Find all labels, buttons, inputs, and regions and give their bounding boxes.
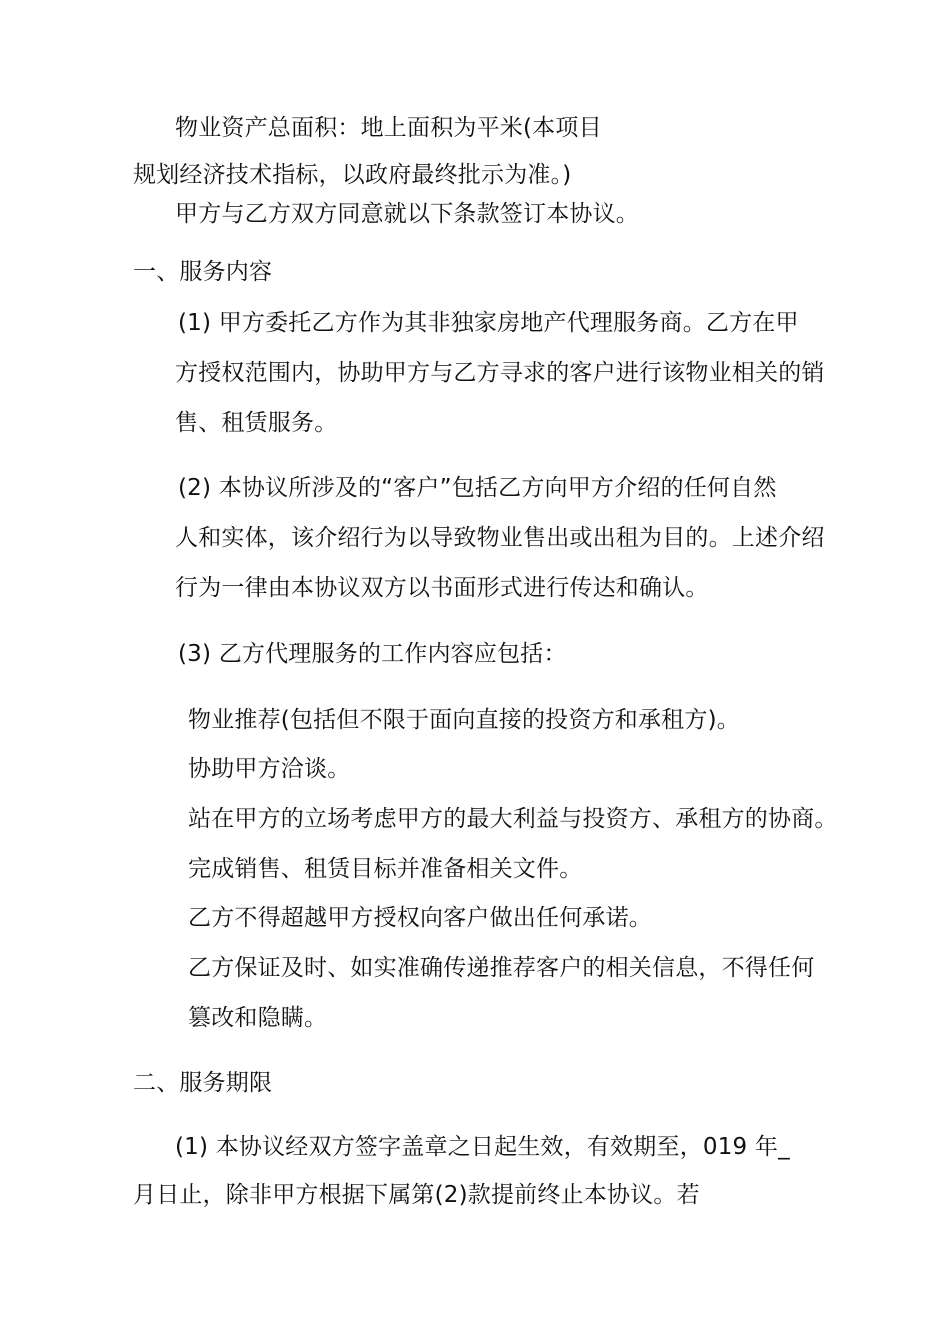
clause-1-line-2: 方授权范围内，协助甲方与乙方寻求的客户进行该物业相关的销	[175, 360, 825, 386]
term-clause-1-line-1: (1) 本协议经双方签字盖章之日起生效，有效期至，019 年_	[175, 1134, 790, 1160]
duty-item-3: 站在甲方的立场考虑甲方的最大利益与投资方、承租方的协商。	[188, 806, 838, 832]
duty-item-6-line-2: 篡改和隐瞒。	[188, 1005, 328, 1031]
intro-line-1: 物业资产总面积：地上面积为平米(本项目	[175, 115, 602, 141]
duty-item-2: 协助甲方洽谈。	[188, 756, 351, 782]
clause-3-line-1: (3) 乙方代理服务的工作内容应包括：	[178, 641, 567, 667]
intro-line-3: 甲方与乙方双方同意就以下条款签订本协议。	[175, 201, 639, 227]
duty-item-5: 乙方不得超越甲方授权向客户做出任何承诺。	[188, 905, 652, 931]
duty-item-6-line-1: 乙方保证及时、如实准确传递推荐客户的相关信息，不得任何	[188, 955, 815, 981]
clause-2-line-1: (2) 本协议所涉及的“客户”包括乙方向甲方介绍的任何自然	[178, 475, 777, 501]
clause-1-line-3: 售、租赁服务。	[175, 410, 338, 436]
duty-item-4: 完成销售、租赁目标并准备相关文件。	[188, 856, 583, 882]
section-heading-service-term: 二、服务期限	[133, 1070, 273, 1096]
clause-2-line-3: 行为一律由本协议双方以书面形式进行传达和确认。	[175, 575, 709, 601]
section-heading-service-content: 一、服务内容	[133, 259, 273, 285]
clause-1-line-1: (1) 甲方委托乙方作为其非独家房地产代理服务商。乙方在甲	[178, 310, 799, 336]
clause-2-line-2: 人和实体，该介绍行为以导致物业售出或出租为目的。上述介绍	[175, 525, 825, 551]
duty-item-1: 物业推荐(包括但不限于面向直接的投资方和承租方)。	[188, 707, 740, 733]
term-clause-1-line-2: 月日止，除非甲方根据下属第(2)款提前终止本协议。若	[133, 1182, 700, 1208]
intro-line-2: 规划经济技术指标，以政府最终批示为准。)	[133, 162, 572, 188]
